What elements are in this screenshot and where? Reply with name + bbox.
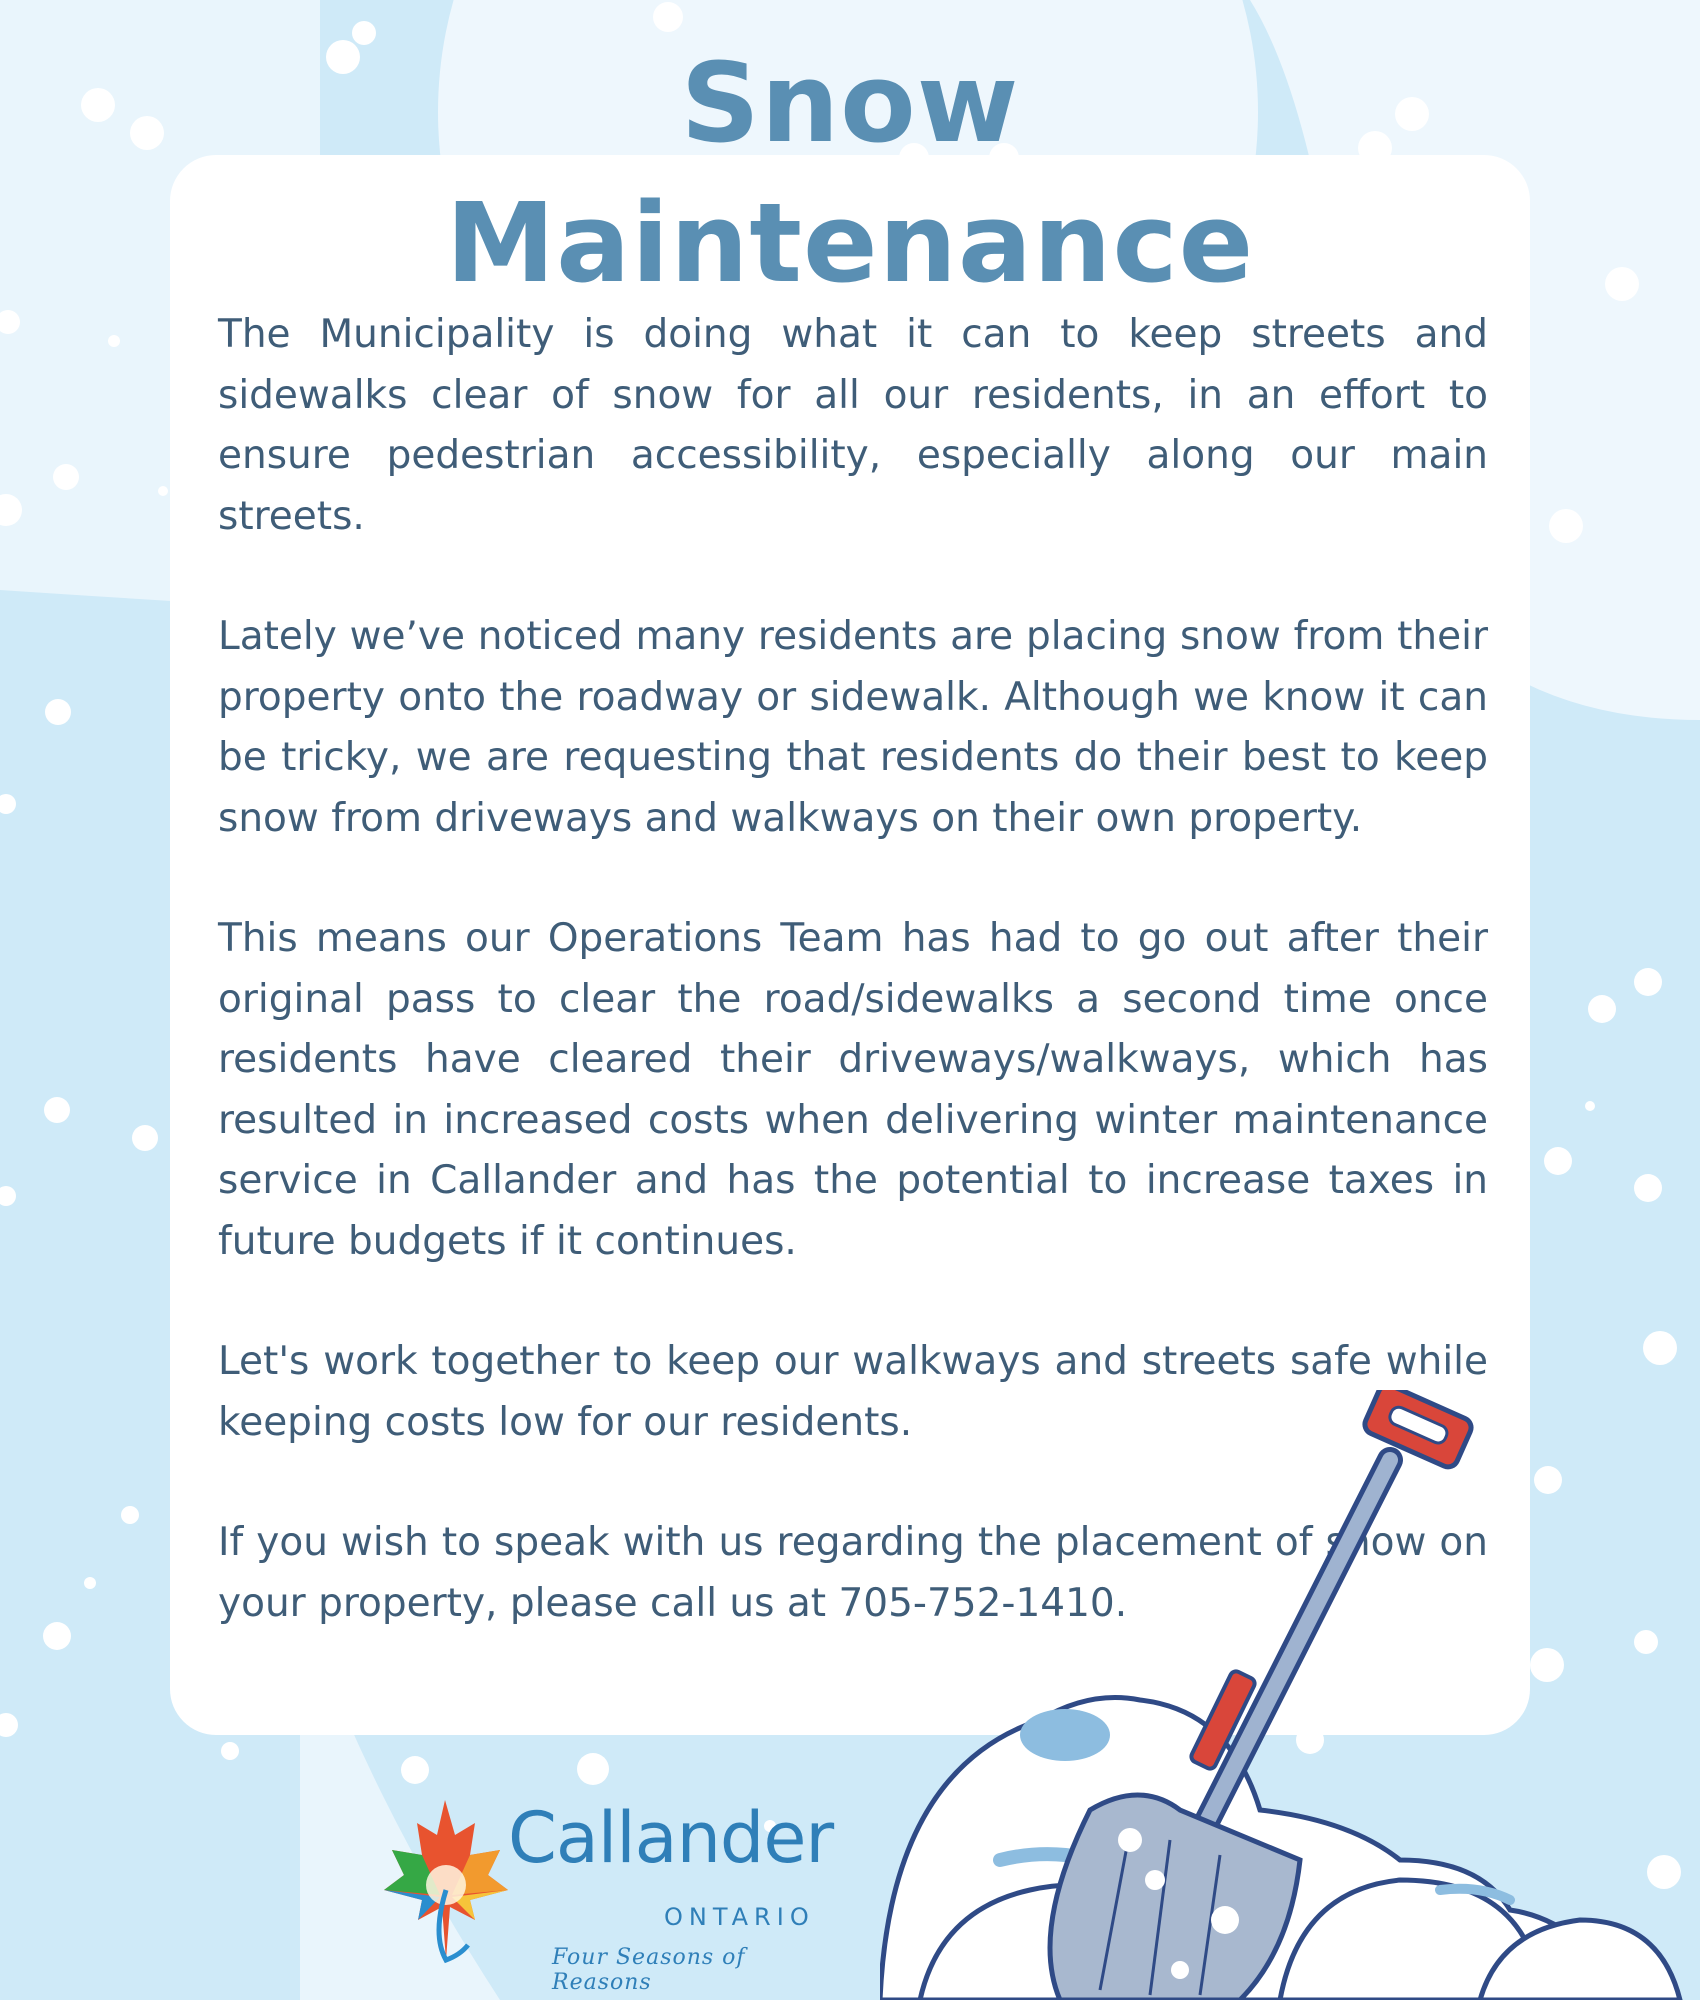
page-title-line1: Snow <box>680 39 1020 167</box>
paragraph-request: Let's work together to keep our walkways and streets safe while keeping costs low for our residents. <box>218 1339 1488 1445</box>
callander-logo <box>380 1795 840 1995</box>
paragraph-contact: If you wish to speak with us regarding the placement of snow on your property, please call us at 705-752-1410. <box>218 1520 1488 1626</box>
logo-tagline: Four Seasons of Reasons <box>552 1945 746 1995</box>
snow-shovel-icon <box>880 1390 1700 2000</box>
logo-region: ONTARIO <box>664 1903 815 1931</box>
page-title-line2: Maintenance <box>445 179 1255 307</box>
logo-name: Callander <box>508 1797 834 1879</box>
paragraph-impact: This means our Operations Team has had to go out after their original pass to clear the road/sidewalks a second time once residents have cleared their driveways/walkways, which has resulted in increased costs when delivering winter maintenance service in Callander and has the potential to increase taxes in future budgets if it continues. <box>218 916 1488 1264</box>
maple-leaf-icon <box>380 1795 510 1965</box>
paragraph-intro: The Municipality is doing what it can to keep streets and sidewalks clear of snow for all our residents, in an effort to ensure pedestrian accessibility, especially along our main streets. <box>218 312 1488 539</box>
paragraph-issue: Lately we’ve noticed many residents are placing snow from their property onto the roadway or sidewalk. Although we know it can be tricky, we are requesting that residents do their best to keep snow from driveways and walkways on their own property. <box>218 614 1488 841</box>
